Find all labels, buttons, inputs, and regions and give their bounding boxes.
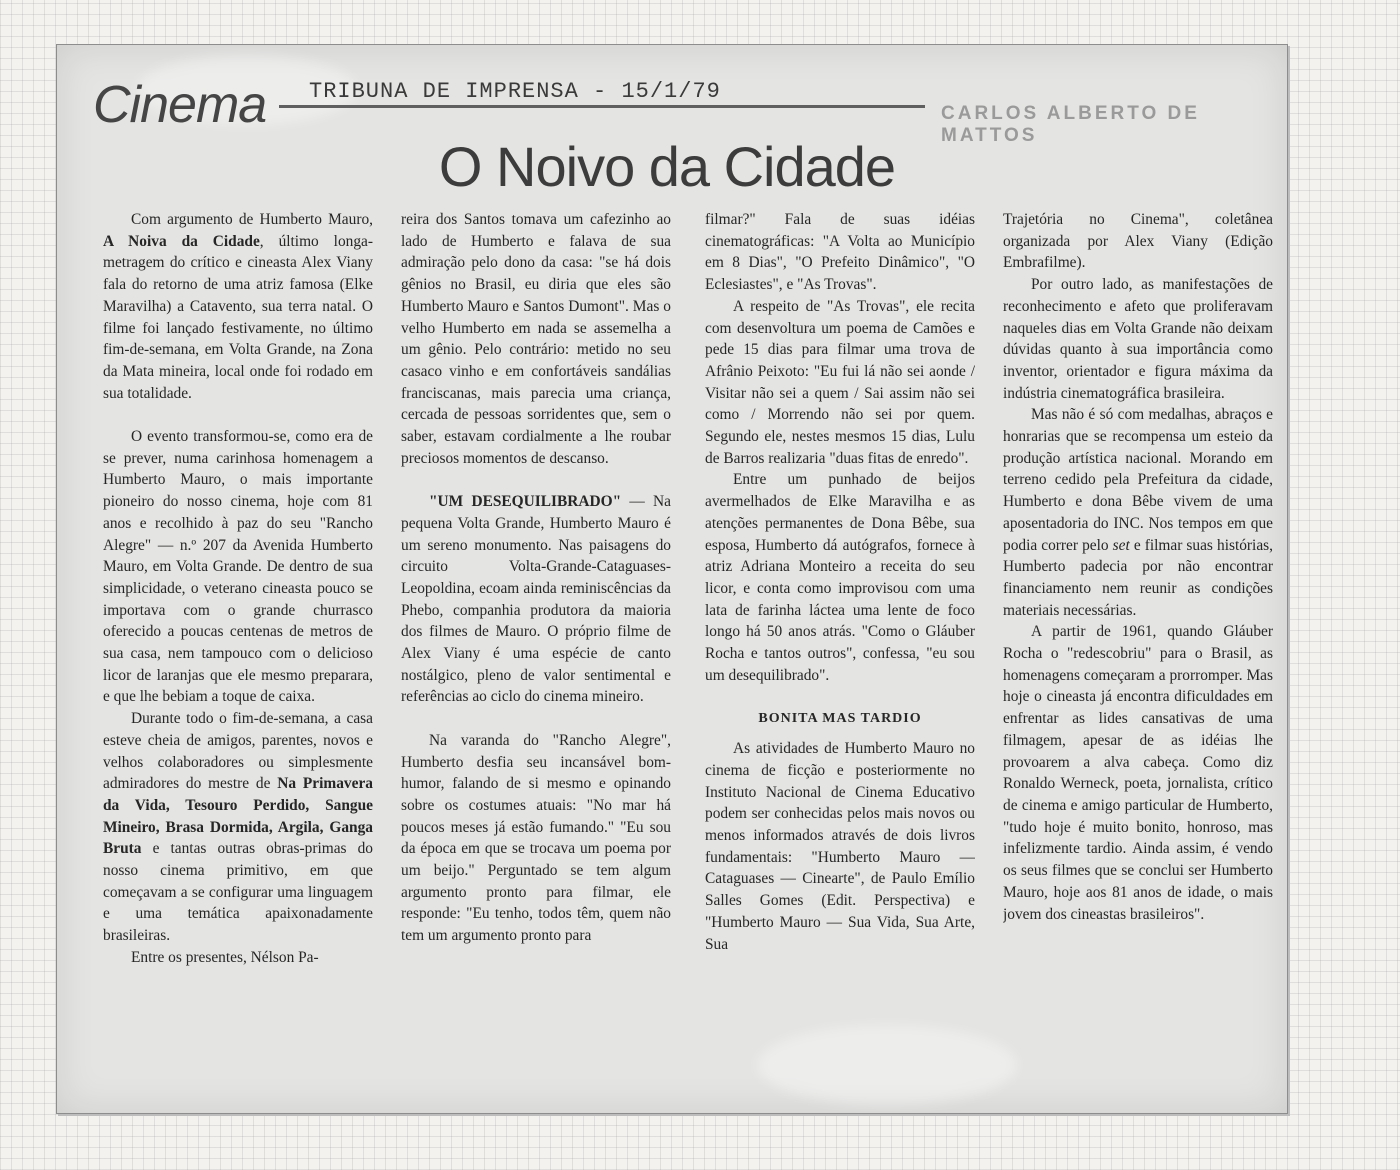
source-line: TRIBUNA DE IMPRENSA - 15/1/79 [309, 79, 721, 104]
film-title: A Noiva da Cidade [103, 232, 260, 250]
text-run: Mas não é só com medalhas, abraços e honrarias que se recompensa um esteio da produção artística nacional. Morando em terreno cedido pela Prefeitura da cidade, Humberto e dona Bêbe vivem de uma aposentadoria do INC. Nos tempos em que podia correr pelo [1003, 406, 1273, 554]
byline: CARLOS ALBERTO DE MATTOS [941, 103, 1200, 146]
paragraph [103, 209, 373, 404]
header-rule [279, 105, 925, 108]
article-column-2 [401, 209, 671, 1089]
section-kicker: Cinema [93, 76, 267, 134]
article-column-4 [1003, 209, 1273, 1089]
text-run: Durante todo o fim-de-semana, a casa esteve cheia de amigos, parentes, novos e velhos colaboradores ou simplesmente admiradores do mestre de [103, 710, 373, 793]
paragraph: As atividades de Humberto Mauro no cinema de ficção e posteriormente no Instituto Nacional de Cinema Educativo podem ser conhecidas pelos mais novos ou menos informados através de dois livros fundamentais: "Humberto Mauro — Cataguases — Cinearte", de Paulo Emílio Salles Gomes (Edit. Perspectiva) e "Humberto Mauro — Sua Vida, Sua Arte, Sua [705, 740, 975, 953]
text-run: e tantas outras obras-primas do nosso cinema primitivo, em que começavam a se configurar uma linguagem e uma temática apaixonadamente brasileiras. [103, 840, 373, 945]
subheading: BONITA MAS TARDIO [758, 711, 922, 727]
paragraph: reira dos Santos tomava um cafezinho ao lado de Humberto e falava de sua admiração pelo dono da casa: "se há dois gênios no Brasil, eu diria que eles são Humberto Mauro e Santos Dumont". Mas o velho Humberto em nada se assemelha a um gênio. Pelo contrário: metido no seu casaco vinho e em confortáveis sandálias franciscanas, mais parecia uma criança, cercada de pessoas sorridentes que, sem o saber, estavam cordialmente a lhe roubar preciosos momentos de descanso. [401, 211, 671, 467]
paragraph: Entre os presentes, Nélson Pa- [131, 948, 319, 966]
paragraph [401, 491, 671, 708]
text-run: — Na pequena Volta Grande, Humberto Mauro é um sereno monumento. Nas paisagens do circuito Volta-Grande-Cataguases-Leopoldina, ecoam ainda reminiscências da Phebo, companhia produtora da maioria dos filmes de Mauro. O próprio filme de Alex Viany é uma espécie de canto nostálgico, pleno de valor sentimental e referências ao ciclo do cinema mineiro. [401, 493, 671, 706]
inline-subhead: "UM DESEQUILIBRADO" [429, 493, 622, 511]
text-run: e filmar suas histórias, Humberto padecia por não encontrar financiamento nem reunir as condições materiais necessárias. [1003, 536, 1273, 619]
paragraph [103, 708, 373, 947]
film-titles: Na Primavera da Vida, Tesouro Perdido, Sangue Mineiro, Brasa Dormida, Argila, Ganga Bruta [103, 775, 373, 858]
italic-word: set [1112, 536, 1130, 554]
paragraph: Trajetória no Cinema", coletânea organizada por Alex Viany (Edição Embrafilme). [1003, 211, 1273, 272]
paragraph: A partir de 1961, quando Gláuber Rocha o "redescobriu" para o Brasil, as homenagens começaram a prorromper. Mas hoje o cineasta já encontra dificuldades em enfrentar as lides cansativas de uma filmagem, apesar de as idéias lhe provoarem a alva cabeça. Como diz Ronaldo Werneck, poeta, jornalista, crítico de cinema e amigo particular de Humberto, "tudo hoje é muito bonito, honroso, mas infelizmente tardio. Ainda assim, é vendo os seus filmes que se conclui ser Humberto Mauro, hoje aos 81 anos de idade, o mais jovem dos cineastas brasileiros". [1003, 623, 1273, 923]
paragraph: Por outro lado, as manifestações de reconhecimento e afeto que proliferavam naqueles dias em Volta Grande não deixam dúvidas quanto à sua importância como inventor, orientador e figura máxima da indústria cinematográfica brasileira. [1003, 276, 1273, 402]
headline: O Noivo da Cidade [438, 135, 896, 198]
article-column-3 [705, 209, 975, 1089]
paragraph: A respeito de "As Trovas", ele recita com desenvoltura um poema de Camões e pede 15 dias para filmar uma trova de Afrânio Peixoto: "Eu fui lá não sei aonde / Visitar não sei a quem / Sai assim não sei como / Morrendo não sei por quem. Segundo ele, nestes mesmos 15 dias, Lulu de Barros realizaria "duas fitas de enredo". [705, 297, 975, 467]
text-run: , último longa-metragem do crítico e cineasta Alex Viany fala do retorno de uma atriz famosa (Elke Maravilha) a Catavento, sua terra natal. O filme foi lançado festivamente, no último fim-de-semana, em Volta Grande, na Zona da Mata mineira, local onde foi rodado em sua totalidade. [103, 232, 373, 402]
paragraph: O evento transformou-se, como era de se prever, numa carinhosa homenagem a Humberto Mauro, o mais importante pioneiro do nosso cinema, hoje com 81 anos e recolhido à paz do seu "Rancho Alegre" — n.º 207 da Avenida Humberto Mauro, em Volta Grande. De dentro de sua simplicidade, o veterano cineasta pouco se importava com o grande churrasco oferecido a poucas centenas de metros de sua casa, nem tampouco com o delicioso licor de laranjas que ele mesmo preparara, e que lhe bebiam a toque de caixa. [103, 428, 373, 706]
text-run: Com argumento de Humberto Mauro, [131, 211, 373, 228]
newspaper-clipping [56, 44, 1288, 1114]
paragraph: Entre um punhado de beijos avermelhados de Elke Maravilha e as atenções permanentes de Dona Bêbe, sua esposa, Humberto dá autógrafos, fornece à atriz Adriana Monteiro a receita do seu licor, e conta como improvisou com uma lata de farinha láctea uma lente de foco longo há 50 anos atrás. "Como o Gláuber Rocha e tantos outros", confessa, "eu sou um desequilibrado". [705, 471, 975, 684]
paragraph: filmar?" Fala de suas idéias cinematográficas: "A Volta ao Município em 8 Dias", "O Prefeito Dinâmico", "O Eclesiastes", e "As Trovas". [705, 211, 975, 294]
article-column-1 [103, 209, 373, 1089]
paragraph: Na varanda do "Rancho Alegre", Humberto desfia seu incansável bom-humor, falando de si mesmo e opinando sobre os costumes atuais: "No mar há poucos meses já estão fumando." "Eu sou da época em que se trocava um poema por um beijo." Perguntado se tem algum argumento pronto para filmar, ele responde: "Eu tenho, todos têm, quem não tem um argumento pronto para [401, 731, 671, 945]
paragraph [1003, 404, 1273, 621]
